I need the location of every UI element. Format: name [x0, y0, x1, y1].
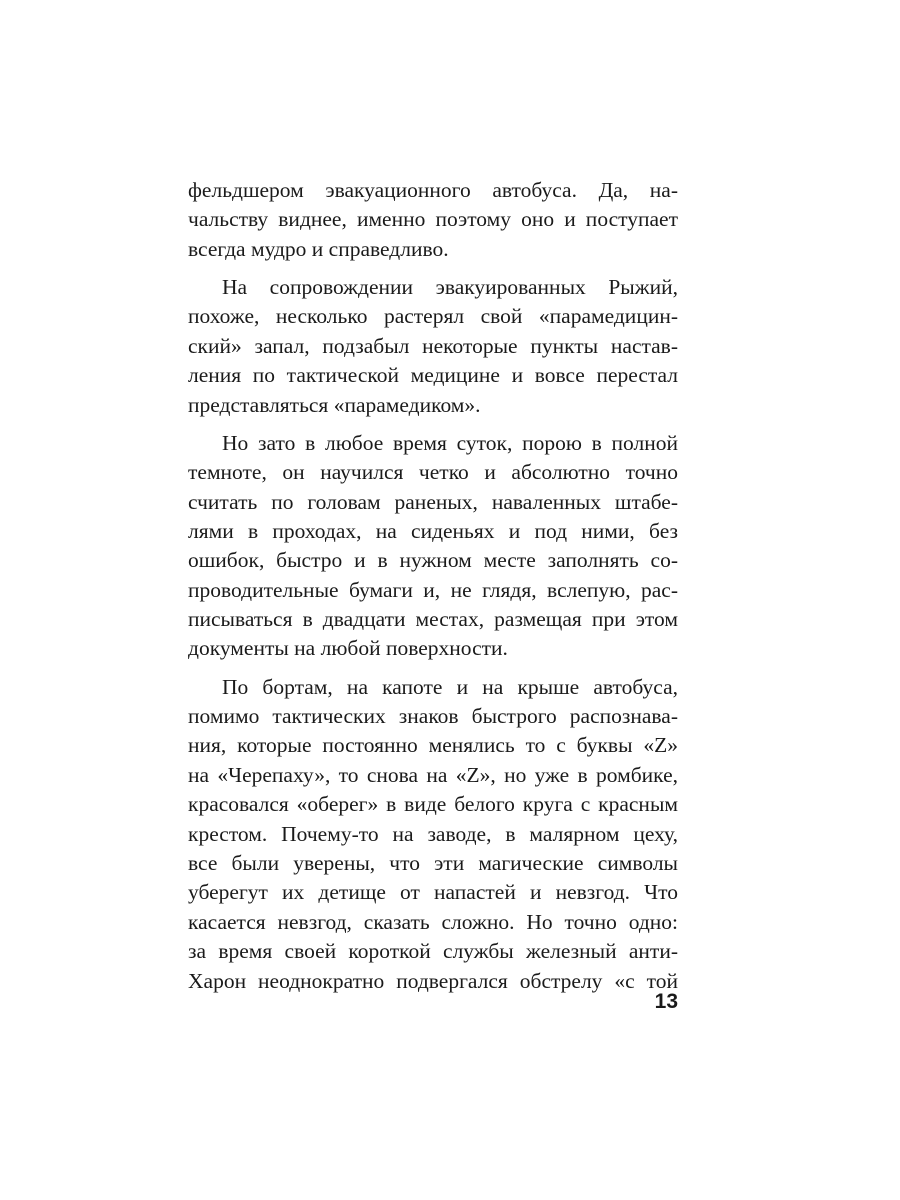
- paragraph-gap: [188, 664, 678, 673]
- text-line: красовался «оберег» в виде белого круга с красным: [188, 792, 678, 817]
- text-line: чальству виднее, именно поэтому оно и поступает: [188, 207, 678, 232]
- text-line: На сопровождении эвакуированных Рыжий,: [222, 274, 678, 299]
- text-line: уберегут их детище от напастей и невзгод. Что: [188, 880, 678, 905]
- paragraph: [188, 176, 678, 264]
- text-line: считать по головам раненых, наваленных штабе-: [188, 489, 678, 514]
- paragraph-gap: [188, 264, 678, 273]
- text-line: лями в проходах, на сиденьях и под ними, без: [188, 518, 678, 543]
- paragraph: [188, 673, 678, 996]
- text-line: По бортам, на капоте и на крыше автобуса,: [222, 674, 678, 699]
- text-line: ления по тактической медицине и вовсе перестал: [188, 363, 678, 388]
- page-number: 13: [654, 990, 678, 1013]
- text-line: помимо тактических знаков быстрого распознава-: [188, 704, 678, 729]
- text-line: Харон неоднократно подвергался обстрелу «с той: [188, 968, 678, 993]
- text-line: за время своей короткой службы железный анти-: [188, 939, 678, 964]
- text-line: фельдшером эвакуационного автобуса. Да, на-: [188, 178, 678, 202]
- text-line: крестом. Почему-то на заводе, в малярном цеху,: [188, 821, 678, 846]
- text-line: ния, которые постоянно менялись то с буквы «Z»: [188, 733, 678, 758]
- text-line: писываться в двадцати местах, размещая при этом: [188, 607, 678, 632]
- text-line: все были уверены, что эти магические символы: [188, 850, 678, 875]
- text-line: похоже, несколько растерял свой «парамедицин-: [188, 304, 678, 329]
- body-text: [188, 176, 678, 996]
- paragraph-gap: [188, 420, 678, 429]
- text-line: ский» запал, подзабыл некоторые пункты настав-: [188, 333, 678, 358]
- text-line: всегда мудро и справедливо.: [188, 236, 449, 261]
- text-line: на «Черепаху», то снова на «Z», но уже в ромбике,: [188, 762, 678, 787]
- paragraph: [188, 273, 678, 420]
- text-line: касается невзгод, сказать сложно. Но точно одно:: [188, 909, 678, 934]
- text-line: представляться «парамедиком».: [188, 392, 481, 417]
- text-line: документы на любой поверхности.: [188, 636, 508, 661]
- text-line: темноте, он научился четко и абсолютно точно: [188, 460, 678, 485]
- paragraph: [188, 429, 678, 664]
- text-line: ошибок, быстро и в нужном месте заполнять со-: [188, 548, 678, 573]
- text-line: Но зато в любое время суток, порою в полной: [222, 430, 678, 455]
- text-line: проводительные бумаги и, не глядя, вслепую, рас-: [188, 577, 678, 602]
